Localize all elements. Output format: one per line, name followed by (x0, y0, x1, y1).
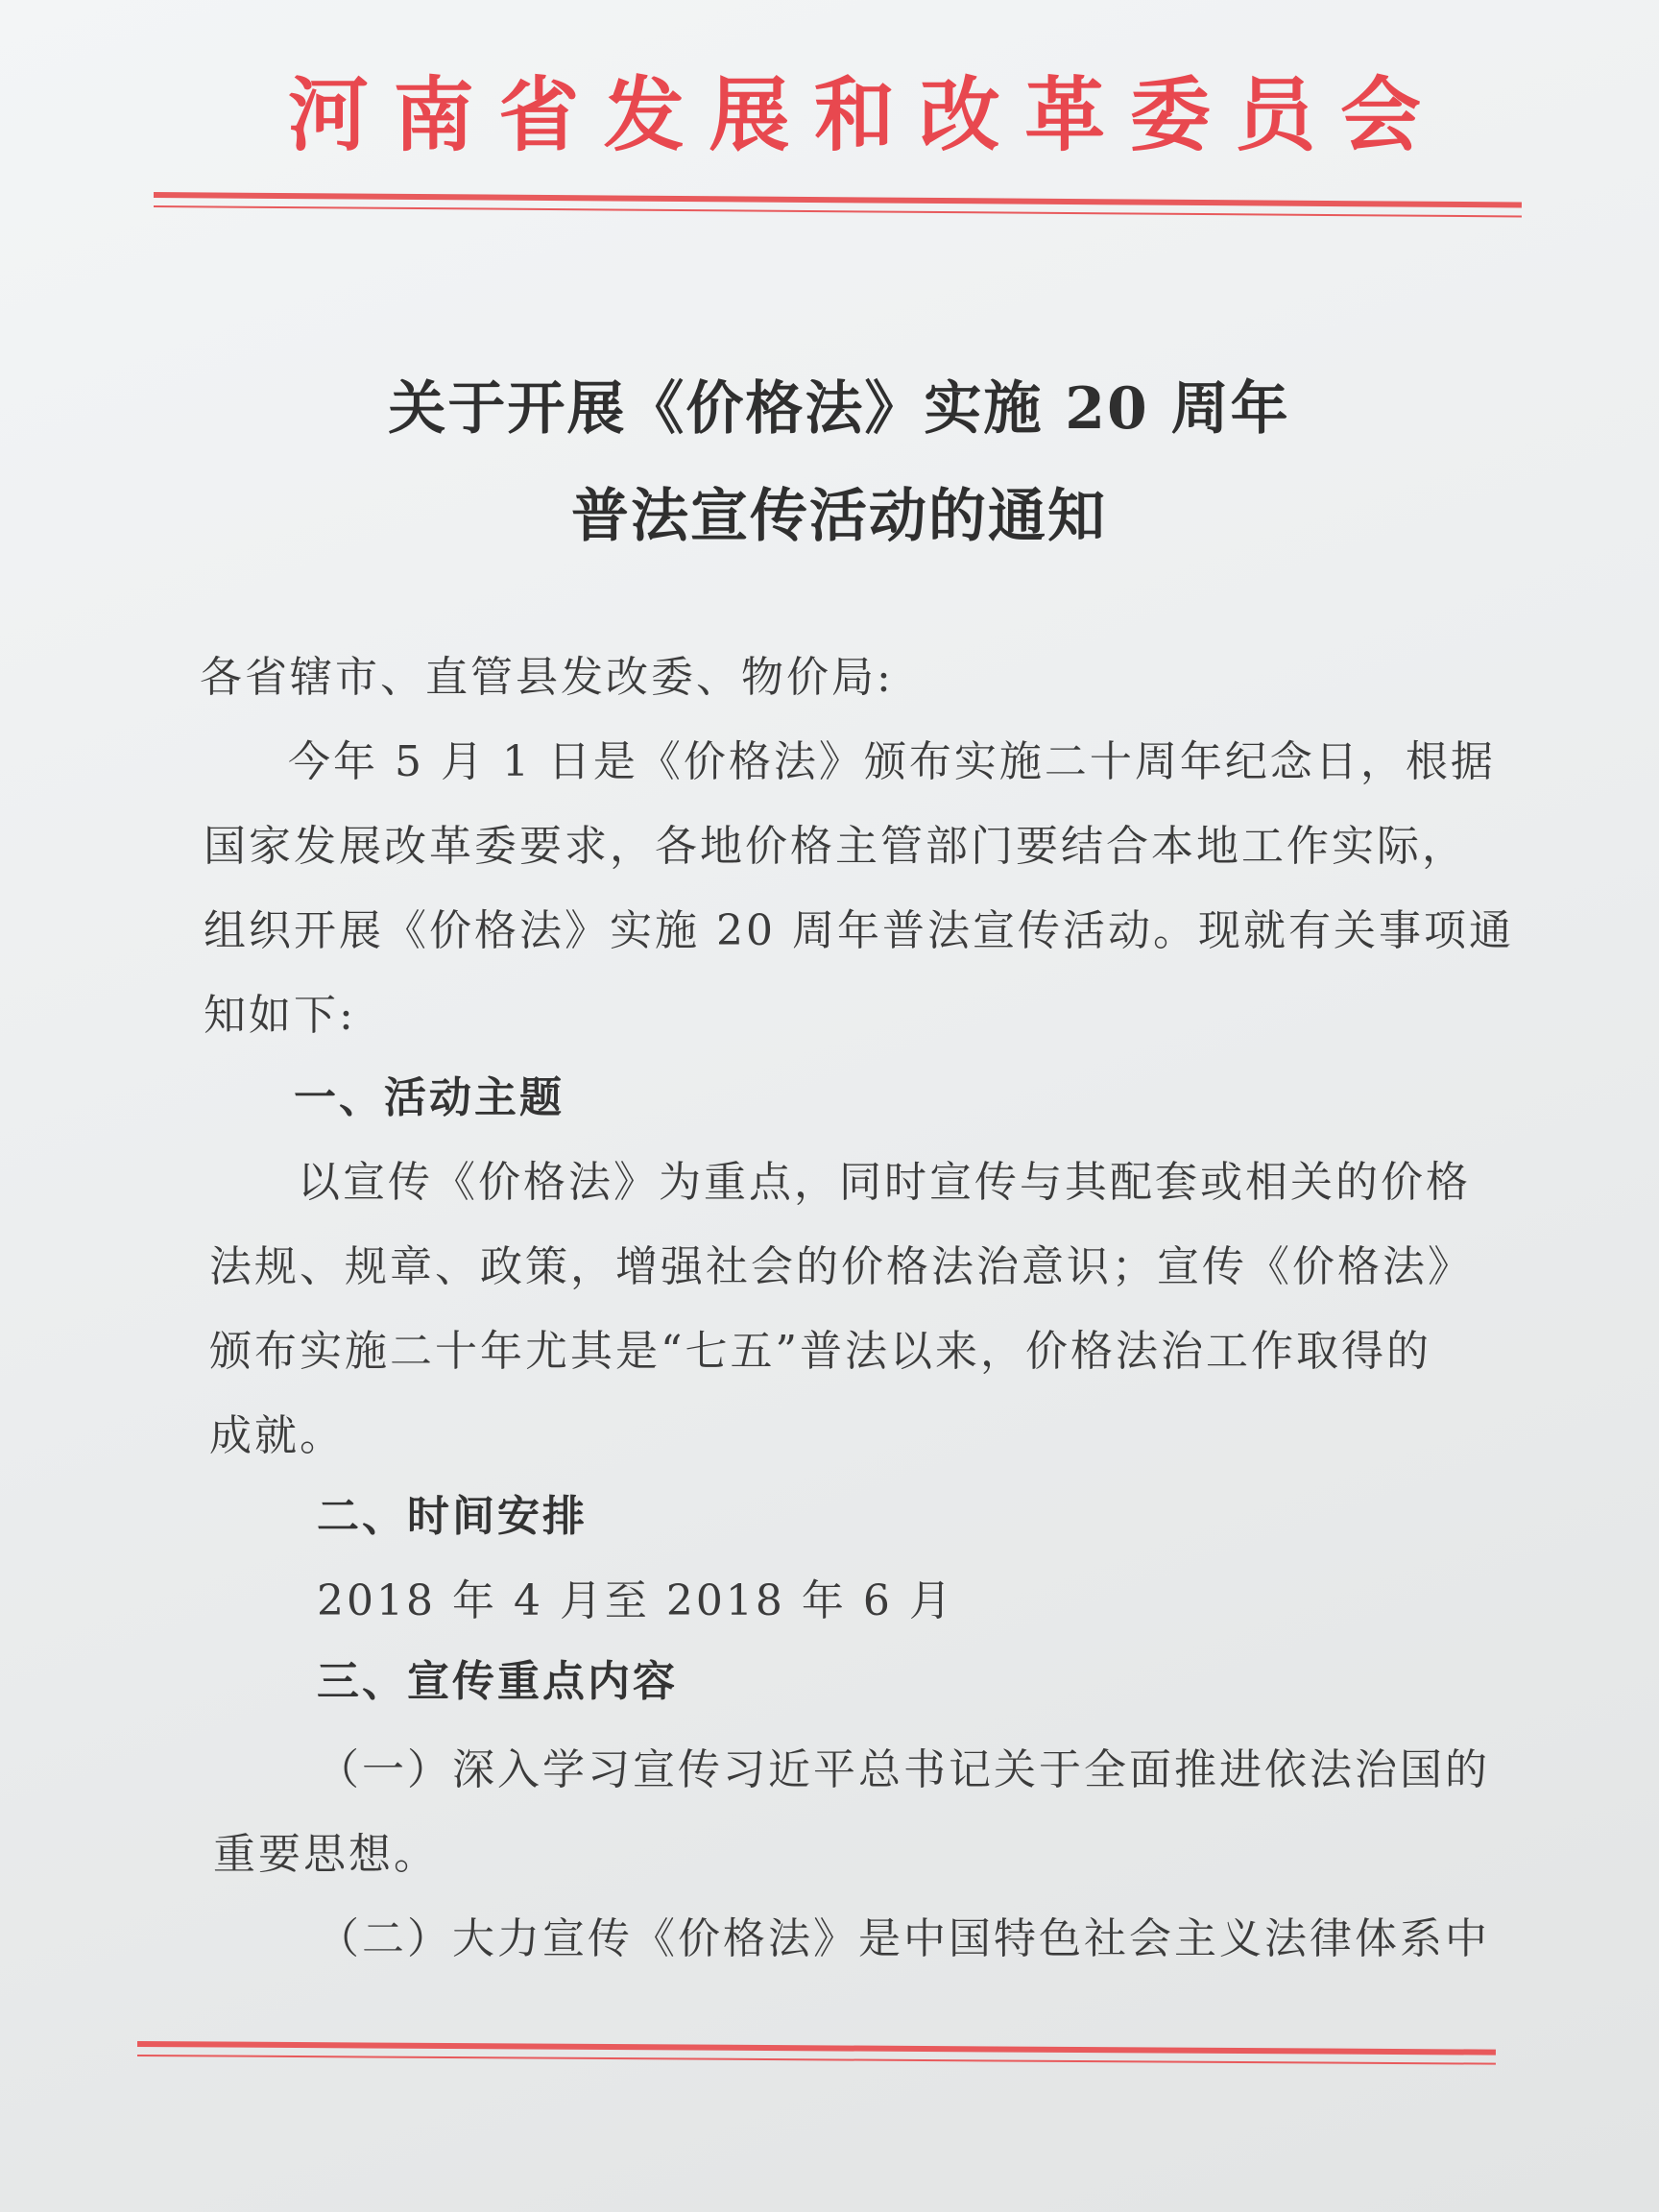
masthead-char: 省 (498, 68, 580, 162)
masthead-char: 发 (603, 68, 685, 162)
masthead-char: 和 (813, 68, 895, 162)
document-title-line1: 关于开展《价格法》实施 20 周年 (388, 375, 1290, 443)
section-heading-3: 三、宣传重点内容 (317, 1657, 678, 1706)
footer-red-rule (137, 2041, 1496, 2056)
paragraph-line: 法规、规章、政策，增强社会的价格法治意识；宣传《价格法》 (209, 1242, 1473, 1291)
masthead-char: 改 (919, 68, 1000, 162)
paragraph-line: （一）深入学习宣传习近平总书记关于全面推进依法治国的 (317, 1745, 1490, 1794)
paragraph-line: 颁布实施二十年尤其是“七五”普法以来，价格法治工作取得的 (209, 1327, 1431, 1376)
masthead-char: 会 (1339, 68, 1421, 162)
header-red-rule (154, 192, 1522, 207)
masthead-char: 河 (288, 68, 370, 162)
schedule-text: 2018 年 4 月至 2018 年 6 月 (317, 1576, 954, 1625)
paragraph-line: 成就。 (209, 1411, 345, 1460)
masthead-char: 员 (1235, 68, 1316, 162)
masthead-char: 南 (393, 68, 474, 162)
footer-red-rule-thin (137, 2055, 1496, 2065)
salutation: 各省辖市、直管县发改委、物价局: (200, 653, 894, 702)
masthead-char: 展 (709, 68, 790, 162)
paragraph-line: （二）大力宣传《价格法》是中国特色社会主义法律体系中 (317, 1914, 1490, 1963)
masthead-char: 委 (1129, 68, 1211, 162)
section-heading-2: 二、时间安排 (317, 1492, 588, 1541)
paragraph-line: 国家发展改革委要求，各地价格主管部门要结合本地工作实际， (204, 822, 1467, 871)
paragraph-line: 今年 5 月 1 日是《价格法》颁布实施二十周年纪念日，根据 (288, 737, 1496, 786)
document-title-line2: 普法宣传活动的通知 (571, 483, 1107, 550)
issuer-masthead (288, 58, 1421, 173)
paragraph-line: 以宣传《价格法》为重点，同时宣传与其配套或相关的价格 (298, 1158, 1471, 1207)
paragraph-line: 重要思想。 (213, 1830, 439, 1879)
paragraph-line: 知如下: (204, 991, 356, 1040)
section-heading-1: 一、活动主题 (294, 1073, 565, 1122)
masthead-char: 革 (1024, 68, 1106, 162)
paragraph-line: 组织开展《价格法》实施 20 周年普法宣传活动。现就有关事项通 (204, 906, 1514, 955)
header-red-rule-thin (154, 205, 1522, 217)
